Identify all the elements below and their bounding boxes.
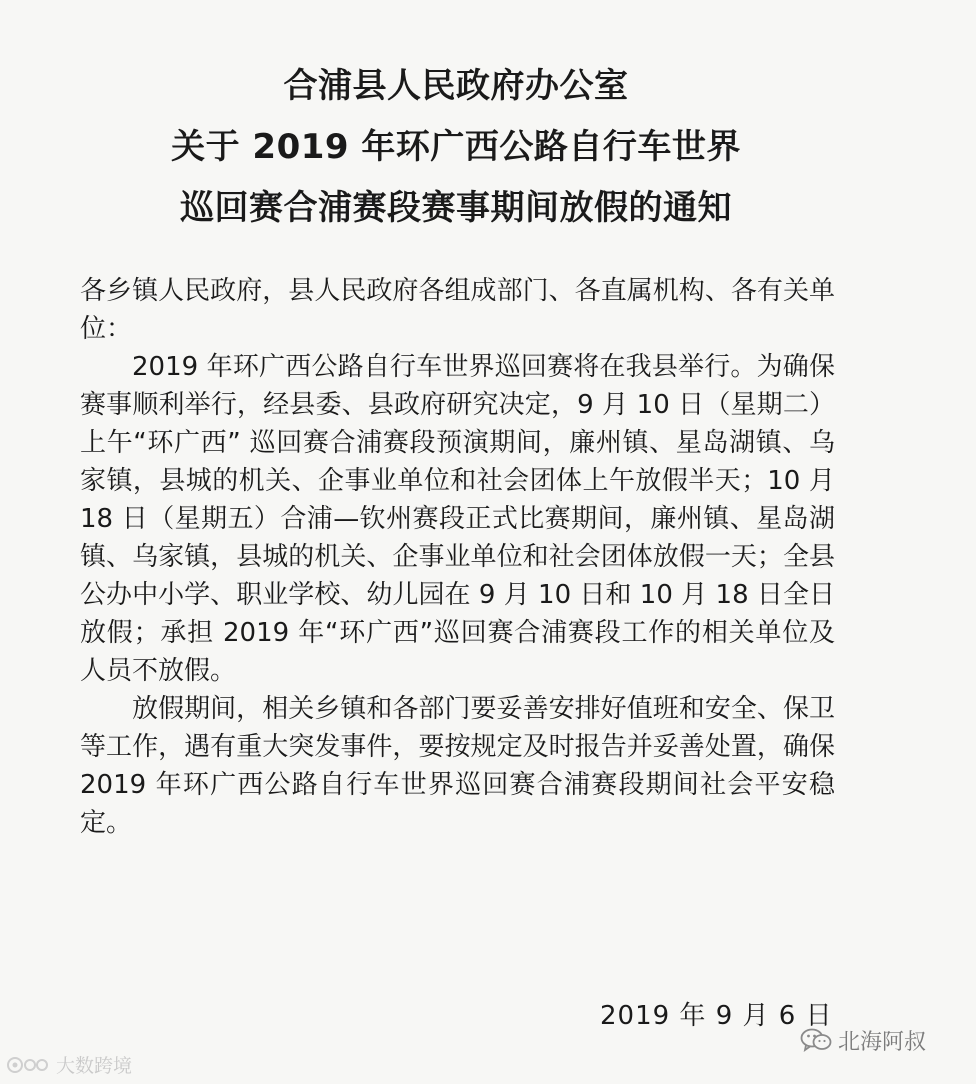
watermark-left-text: 大数跨境 xyxy=(56,1054,133,1077)
wechat-logo-icon xyxy=(800,1027,832,1053)
title-line-subject-1: 关于 2019 年环广西公路自行车世界 xyxy=(171,127,741,167)
weibo-style-logo-icon xyxy=(6,1054,52,1074)
watermark-right-text: 北海阿叔 xyxy=(838,1029,927,1055)
source-watermark-left xyxy=(6,1052,132,1076)
title-line-issuer: 合浦县人民政府办公室 xyxy=(283,66,629,106)
salutation-paragraph: 各乡镇人民政府，县人民政府各组成部门、各直属机构、各有关单位： xyxy=(80,276,835,344)
duty-arrangement-paragraph: 放假期间，相关乡镇和各部门要妥善安排好值班和安全、保卫等工作，遇有重大突发事件，要按规定及时报告并妥善处置，确保 2019 年环广西公路自行车世界巡回赛合浦赛段期间社会平安稳定。 xyxy=(80,694,835,838)
document-title xyxy=(0,56,912,239)
source-watermark-right xyxy=(800,1024,926,1056)
main-notice-paragraph: 2019 年环广西公路自行车世界巡回赛将在我县举行。为确保赛事顺利举行，经县委、县政府研究决定，9 月 10 日（星期二）上午“环广西” 巡回赛合浦赛段预演期间，廉州镇、星岛湖镇、乌家镇，县城的机关、企事业单位和社会团体上午放假半天；10 月 18 日（星期五）合浦—钦州赛段正式比赛期间，廉州镇、星岛湖镇、乌家镇，县城的机关、企事业单位和社会团体放假一天；全县公办中小学、职业学校、幼儿园在 9 月 10 日和 10 月 18 日全日放假；承担 2019 年“环广西”巡回赛合浦赛段工作的相关单位及人员不放假。 xyxy=(80,352,835,686)
title-line-subject-2: 巡回赛合浦赛段赛事期间放假的通知 xyxy=(180,188,732,228)
document-body xyxy=(80,272,835,842)
issue-date: 2019 年 9 月 6 日 xyxy=(600,1001,833,1031)
